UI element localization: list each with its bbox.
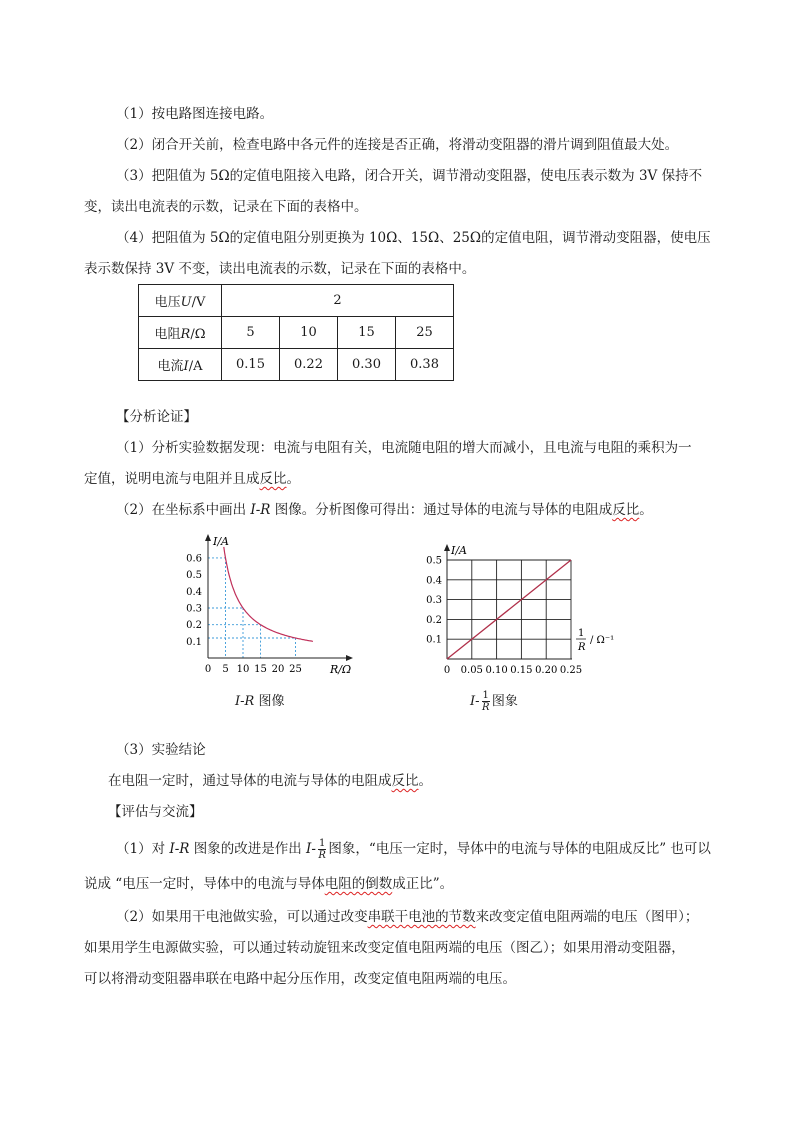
step-4-cont: 表示数保持 3V 不变，读出电流表的示数，记录在下面的表格中。 [84, 261, 476, 277]
svg-text:R: R [578, 642, 586, 653]
analysis-p1a: （1）分析实验数据发现：电流与电阻有关，电流随电阻的增大而减小，且电流与电阻的乘积为一 [116, 440, 692, 456]
y-tick-label: 0.4 [426, 575, 442, 587]
x-axis-label: R/Ω [330, 663, 352, 676]
y-tick-label: 0.6 [186, 553, 202, 565]
resistance-label: 电阻R/Ω [139, 317, 222, 349]
evaluation-p2a: （2）如果用干电池做实验，可以通过改变串联干电池的节数来改变定值电阻两端的电压（图甲）； [116, 909, 699, 925]
table-cell: 0.30 [338, 349, 396, 381]
current-label: 电流I/A [139, 349, 222, 381]
evaluation-p1a: （1）对 I-R 图象的改进是作出 I- $\frac{1}{R}$ 图象，“电压一定时，导体中的电流与导体的电阻成反比” 也可以 [116, 838, 711, 861]
y-tick-label: 0.1 [426, 634, 442, 646]
x-tick-label: 0 [443, 665, 451, 676]
x-tick-label: 15 [254, 664, 267, 675]
table-row [139, 285, 454, 317]
conclusion-text: 在电阻一定时，通过导体的电流与导体的电阻成反比。 [108, 773, 432, 789]
y-tick-label: 0.2 [426, 614, 442, 626]
analysis-p2: （2）在坐标系中画出 I-R 图像。分析图像可得出：通过导体的电流与导体的电阻成反比。 [116, 502, 653, 518]
table-row [139, 349, 454, 381]
table-row [139, 317, 454, 349]
step-2: （2）闭合开关前，检查电路中各元件的连接是否正确，将滑动变阻器的滑片调到阻值最大处。 [116, 137, 679, 153]
x-tick-label: 0.20 [535, 665, 558, 676]
y-tick-label: 0.5 [426, 555, 442, 567]
table-cell: 0.15 [222, 349, 280, 381]
table-cell: 0.22 [280, 349, 338, 381]
svg-text:1: 1 [578, 628, 585, 639]
voltage-value: 2 [222, 285, 454, 317]
evaluation-p1b: 说成 “电压一定时，导体中的电流与导体电阻的倒数成正比”。 [84, 876, 454, 892]
x-tick-label: 10 [236, 664, 250, 675]
svg-text:/ Ω⁻¹: / Ω⁻¹ [590, 635, 615, 646]
table-cell: 25 [396, 317, 454, 349]
x-tick-label: 0.10 [485, 665, 508, 676]
x-tick-label: 0.05 [460, 665, 483, 676]
step-3-cont: 变，读出电流表的示数，记录在下面的表格中。 [84, 199, 368, 215]
x-tick-label: 0 [204, 664, 212, 675]
conclusion-heading: （3）实验结论 [116, 742, 206, 758]
table-cell: 10 [280, 317, 338, 349]
y-tick-label: 0.1 [186, 636, 202, 648]
x-axis-label [576, 628, 614, 653]
evaluation-heading: 【评估与交流】 [108, 804, 203, 820]
i-inv-r-chart [420, 540, 630, 678]
step-4: （4）把阻值为 5Ω的定值电阻分别更换为 10Ω、15Ω、25Ω的定值电阻，调节滑动变阻器，使电压 [116, 230, 711, 246]
evaluation-p2c: 可以将滑动变阻器串联在电路中起分压作用，改变定值电阻两端的电压。 [84, 971, 516, 987]
line-series [447, 560, 571, 659]
x-tick-label: 0.15 [510, 665, 533, 676]
analysis-heading: 【分析论证】 [116, 409, 197, 425]
curve-series [224, 547, 313, 641]
table-cell: 0.38 [396, 349, 454, 381]
x-tick-label: 20 [271, 664, 285, 675]
table-cell: 15 [338, 317, 396, 349]
i-r-caption: I-R 图像 [235, 694, 285, 709]
y-axis-arrow [205, 534, 211, 541]
i-r-chart [175, 528, 365, 683]
step-1: （1）按电路图连接电路。 [116, 106, 274, 122]
x-tick-label: 0.25 [559, 665, 583, 676]
x-tick-label: 5 [222, 664, 229, 675]
step-3: （3）把阻值为 5Ω的定值电阻接入电路，闭合开关，调节滑动变阻器，使电压表示数为 3V 保持不 [116, 168, 703, 184]
y-axis-label: I/A [213, 535, 229, 548]
evaluation-p2b: 如果用学生电源做实验，可以通过转动旋钮来改变定值电阻两端的电压（图乙）；如果用滑动变阻器， [84, 940, 685, 956]
y-tick-label: 0.4 [186, 586, 202, 598]
y-axis-arrow [444, 544, 450, 551]
analysis-p1b: 定值，说明电流与电阻并且成反比。 [84, 471, 300, 487]
y-axis-label: I/A [451, 544, 467, 557]
y-tick-label: 0.5 [186, 570, 202, 582]
x-axis-arrow [346, 655, 353, 661]
y-tick-label: 0.2 [186, 620, 202, 632]
y-tick-label: 0.3 [186, 603, 202, 615]
x-tick-label: 25 [289, 664, 302, 675]
voltage-label: 电压U/V [139, 285, 222, 317]
data-table [138, 284, 454, 381]
i-inv-r-caption: I- $\frac{1}{R}$ 图象 [470, 690, 518, 713]
table-cell: 5 [222, 317, 280, 349]
y-tick-label: 0.3 [426, 595, 442, 607]
